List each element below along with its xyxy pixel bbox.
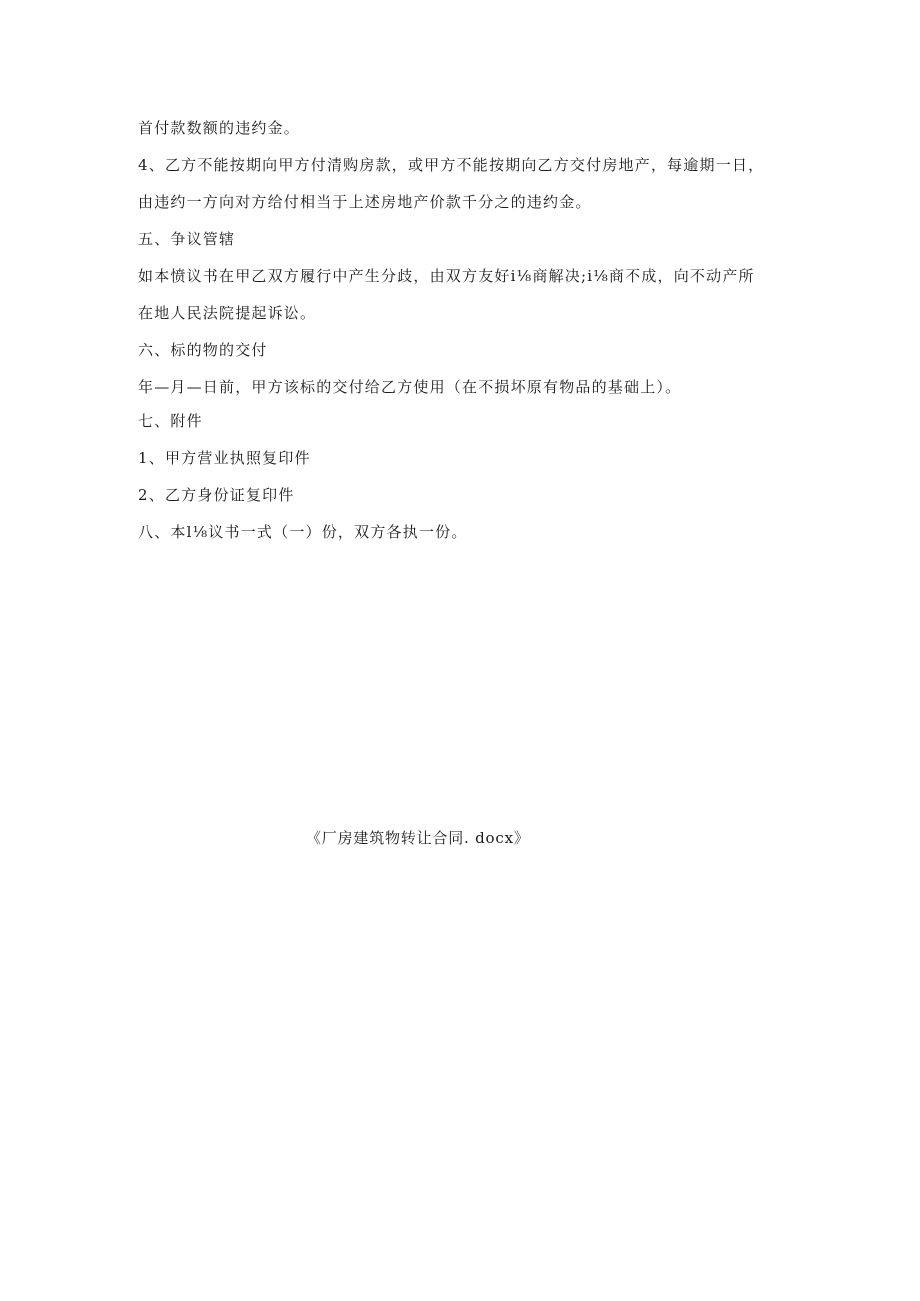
section-heading-dispute: 五、争议管辖: [138, 230, 236, 248]
section-heading-attachments: 七、附件: [138, 412, 203, 430]
section-copies: 八、本l⅛议书一式（一）份，双方各执一份。: [138, 523, 468, 541]
attachment-item-2: 2、乙方身份证复印件: [138, 486, 295, 504]
document-file-title: 《厂房建筑物转让合同. docx》: [306, 829, 530, 847]
clause-4-line-1: 4、乙方不能按期向甲方付清购房款，或甲方不能按期向乙方交付房地产，每逾期一日，: [138, 156, 765, 174]
section-heading-delivery: 六、标的物的交付: [138, 341, 268, 359]
attachment-item-1: 1、甲方营业执照复印件: [138, 449, 311, 467]
dispute-text-line-2: 在地人民法院提起诉讼。: [138, 304, 317, 322]
delivery-text: 年—月—日前，甲方该标的交付给乙方使用（在不损坏原有物品的基础上）。: [138, 378, 682, 396]
clause-4-line-2: 由违约一方向对方给付相当于上述房地产价款千分之的违约金。: [138, 193, 592, 211]
dispute-text-line-1: 如本愤议书在甲乙双方履行中产生分歧，由双方友好i⅛商解决;i⅛商不成，向不动产所: [138, 267, 755, 285]
paragraph-line-penalty-end: 首付款数额的违约金。: [138, 119, 301, 137]
